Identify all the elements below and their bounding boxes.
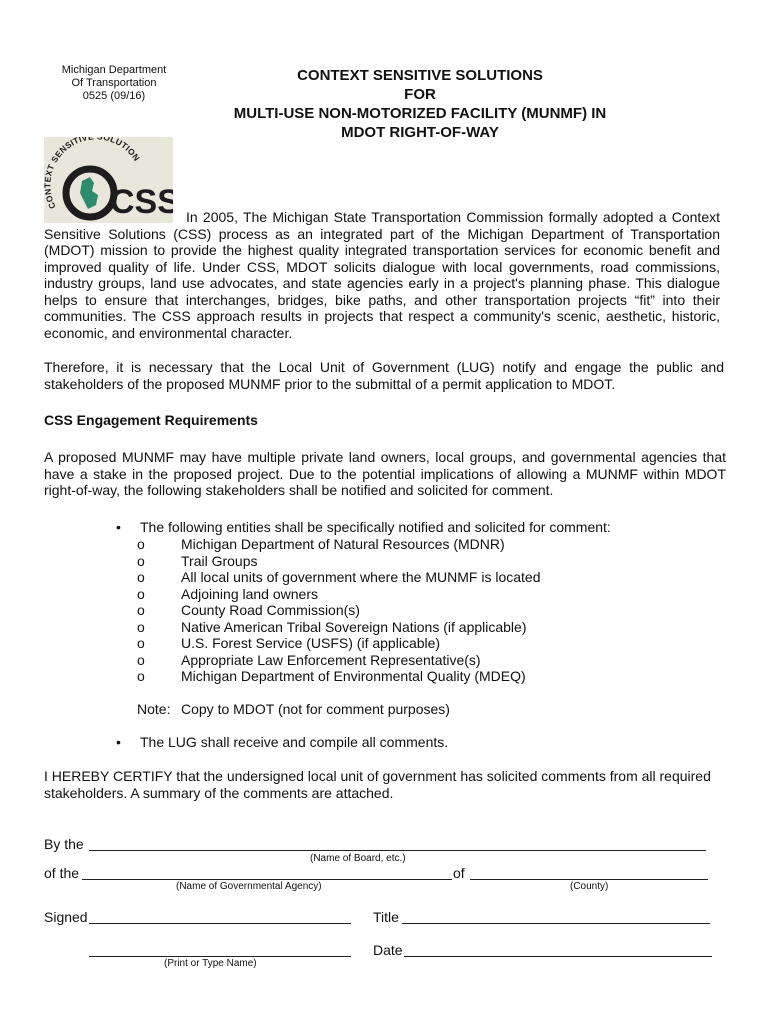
bullet-glyph: • xyxy=(116,734,121,750)
entity-label: Michigan Department of Natural Resources (MDNR) xyxy=(181,536,505,552)
entity-label: U.S. Forest Service (USFS) (if applicable) xyxy=(181,635,441,651)
bullet-entities-text: The following entities shall be specifically notified and solicited for comment: xyxy=(140,519,611,535)
requirements-text: A proposed MUNMF may have multiple private land owners, local groups, and governmental agencies that have a stake in the proposed project. Due to the potential implications of allowing a MUNMF within MDOT right-of-way, the following stakeholders shall be notified and solicited for comment. xyxy=(44,449,726,498)
county-field[interactable] xyxy=(470,879,708,880)
sub-bullet: o xyxy=(137,602,145,618)
title-line-2: FOR xyxy=(404,86,436,103)
governmental-agency-field[interactable] xyxy=(82,879,452,880)
signature-field[interactable] xyxy=(89,923,351,924)
requirements-heading: CSS Engagement Requirements xyxy=(44,412,258,428)
title-field[interactable] xyxy=(402,923,710,924)
bullet-glyph: • xyxy=(116,519,121,535)
bullet-compile-text: The LUG shall receive and compile all comments. xyxy=(140,734,449,750)
sub-bullet: o xyxy=(137,668,145,684)
michigan-map-icon xyxy=(80,177,98,209)
date-field[interactable] xyxy=(404,956,712,957)
sub-bullet: o xyxy=(137,536,145,552)
county-caption: (County) xyxy=(570,881,609,892)
board-name-caption: (Name of Board, etc.) xyxy=(310,853,406,864)
sub-bullet: o xyxy=(137,618,145,635)
title-line-1: CONTEXT SENSITIVE SOLUTIONS xyxy=(297,67,543,84)
gov-agency-caption: (Name of Governmental Agency) xyxy=(176,881,322,892)
title-line-4: MDOT RIGHT-OF-WAY xyxy=(341,124,499,141)
therefore-text: Therefore, it is necessary that the Local Unit of Government (LUG) notify and engage the public and stakeholders of the proposed MUNMF prior to the submittal of a permit application to MDOT. xyxy=(44,359,724,392)
of-label: of xyxy=(453,865,465,881)
agency-header xyxy=(50,64,178,103)
logo-arc-text: CO XT SENSITIV OLUTION xyxy=(44,137,143,211)
entity-label: County Road Commission(s) xyxy=(181,602,360,618)
intro-text: In 2005, The Michigan State Transportation Commission formally adopted a Context Sensitive Solutions (CSS) process as an integrated part of the Michigan Department of Transportation (MDOT) mission to provide the highest quality integrated transportation services for economic benefit and improved quality of life. Under CSS, MDOT solicits dialogue with local governments, road commissions, industry groups, land use advocates, and state agencies early in a project's planning phase. This dialogue helps to ensure that interchanges, bridges, bike paths, and other transportation projects “fit” into their communities. The CSS approach results in projects that respect a community's scenic, aesthetic, historic, economic, and environmental character. xyxy=(44,209,720,341)
agency-line-1: Michigan Department xyxy=(61,64,167,76)
note-label: Note: xyxy=(137,701,171,717)
certify-paragraph xyxy=(44,768,720,801)
entity-label: Native American Tribal Sovereign Nations (if applicable) xyxy=(181,618,527,635)
sub-bullet: o xyxy=(137,651,145,668)
sub-bullet: o xyxy=(137,552,145,569)
of-the-label: of the xyxy=(44,865,80,881)
by-the-label: By the xyxy=(44,836,84,852)
title-label: Title xyxy=(373,909,399,925)
title-line-3: MULTI-USE NON-MOTORIZED FACILITY (MUNMF) IN xyxy=(233,105,607,122)
sub-bullet: o xyxy=(137,635,145,651)
entity-label: Adjoining land owners xyxy=(181,585,318,602)
print-name-caption: (Print or Type Name) xyxy=(164,958,257,969)
requirements-paragraph xyxy=(44,449,726,499)
entity-label: All local units of government where the MUNMF is located xyxy=(181,569,541,585)
sub-bullet: o xyxy=(137,585,145,602)
note-text: Copy to MDOT (not for comment purposes) xyxy=(181,701,450,717)
sub-bullet: o xyxy=(137,569,145,585)
entity-label: Trail Groups xyxy=(181,552,258,569)
agency-line-2: Of Transportation xyxy=(71,77,157,89)
form-number: 0525 (09/16) xyxy=(82,90,146,102)
signed-label: Signed xyxy=(44,909,88,925)
board-name-field[interactable] xyxy=(89,850,706,851)
entity-label: Appropriate Law Enforcement Representative(s) xyxy=(181,651,481,668)
printed-name-field[interactable] xyxy=(89,956,351,957)
date-label: Date xyxy=(373,942,403,958)
intro-paragraph xyxy=(44,209,720,341)
certify-text: I HEREBY CERTIFY that the undersigned local unit of government has solicited comments from all required stakeholders. A summary of the comments are attached. xyxy=(44,768,711,801)
entity-label: Michigan Department of Environmental Quality (MDEQ) xyxy=(181,668,526,684)
document-title xyxy=(200,66,640,142)
logo-letters: CSS xyxy=(110,183,173,221)
therefore-paragraph xyxy=(44,359,724,392)
